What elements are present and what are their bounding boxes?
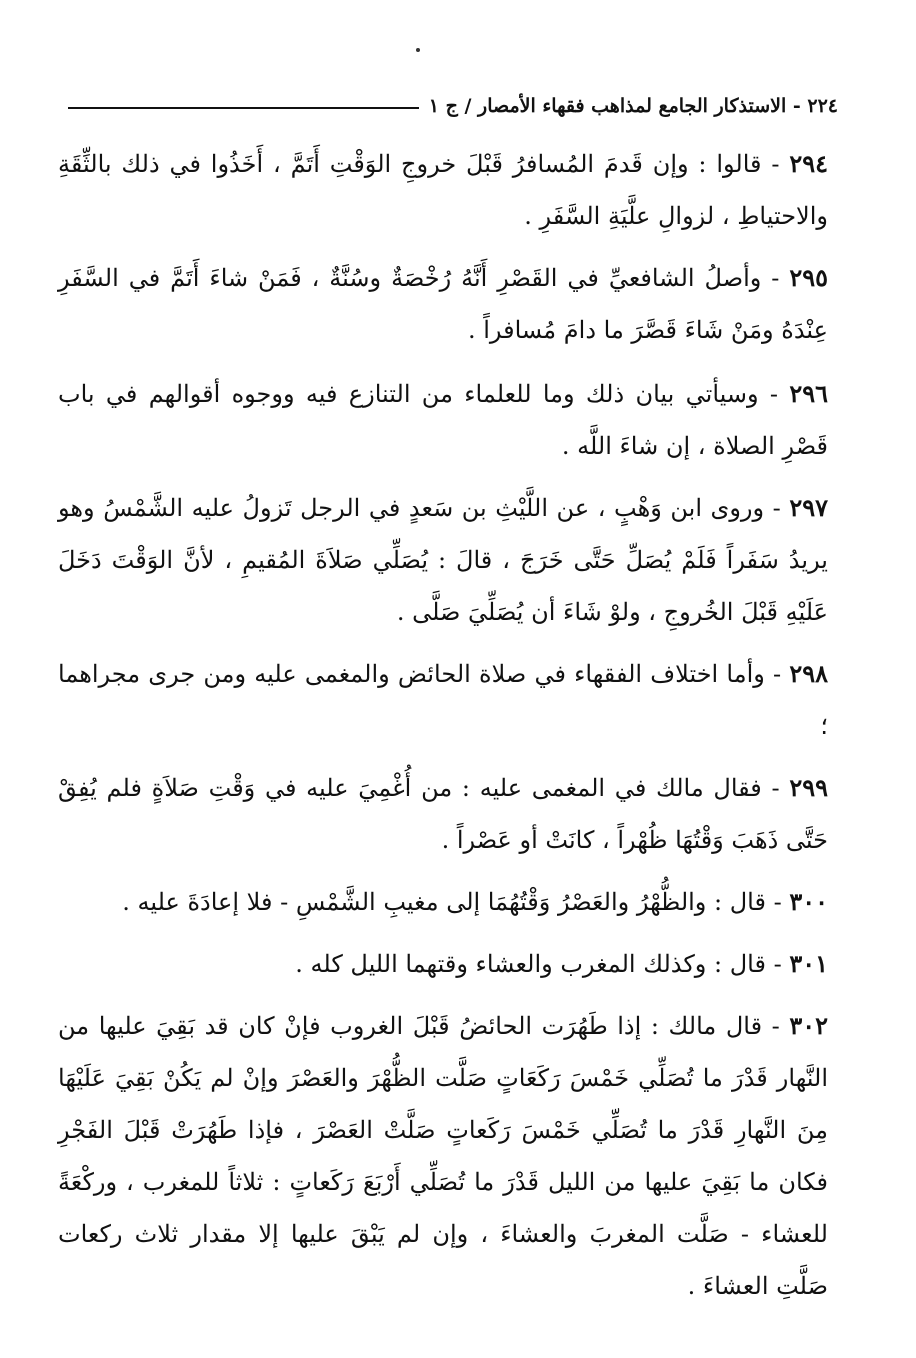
paragraph-number: ٢٩٧ [789,493,828,522]
paragraph-number: ٢٩٦ [789,379,828,408]
running-header [68,88,838,124]
page-body [58,138,828,1322]
paragraph-number: ٢٩٩ [789,773,828,802]
paragraph-295 [58,252,828,356]
paragraph-number: ٢٩٥ [789,263,829,292]
paragraph-text: - قال مالك : إذا طَهُرَت الحائضُ قَبْلَ الغروب فإنْ كان قد بَقِيَ عليها من النَّهار قَدْرَ ما تُصَلِّي خَمْسَ رَكَعَاتٍ صَلَّت الظُّهْرَ والعَصْرَ وإنْ لم يَكُنْ بَقِيَ عَلَيْهَا مِنَ النَّهارِ قَدْرَ ما تُصَلِّي خَمْسَ رَكَعاتٍ صَلَّتْ العَصْرَ ، فإذا طَهُرَتْ قَبْلَ الفَجْرِ فكان ما بَقِيَ عليها من الليل قَدْرَ ما تُصَلِّي أَرْبَعَ رَكَعاتٍ : ثلاثاً للمغرب ، وركْعَةً للعشاء - صَلَّت المغربَ والعشاءَ ، وإن لم يَبْقَ عليها إلا مقدار ثلاث ركعات صَلَّتِ العشاءَ . [58,1012,828,1300]
paragraph-301 [58,938,828,990]
paragraph-297 [58,482,828,638]
paragraph-text: - وأصلُ الشافعيِّ في القَصْرِ أَنَّهُ رُخْصَةٌ وسُنَّةٌ ، فَمَنْ شاءَ أَتَمَّ في السَّفَرِ عِنْدَهُ ومَنْ شَاءَ قَصَّرَ ما دامَ مُسافراً . [58,264,828,344]
paragraph-302 [58,1000,828,1312]
paragraph-300 [58,876,828,928]
paragraph-number: ٢٩٤ [789,149,828,178]
paragraph-296 [58,368,828,472]
paragraph-299 [58,762,828,866]
paragraph-text: - وروى ابن وَهْبٍ ، عن اللَّيْثِ بن سَعدٍ في الرجل تَزولُ عليه الشَّمْسُ وهو يريدُ سَفَراً فَلَمْ يُصَلِّ حَتَّى خَرَجَ ، قالَ : يُصَلِّي صَلاَةَ المُقيمِ ، لأنَّ الوَقْتَ دَخَلَ عَلَيْهِ قَبْلَ الخُروجِ ، ولوْ شَاءَ أن يُصَلِّيَ صَلَّى . [58,494,828,626]
paragraph-text: - وأما اختلاف الفقهاء في صلاة الحائض والمغمى عليه ومن جرى مجراهما ؛ [58,660,828,740]
ink-speck [416,48,420,52]
paragraph-text: - وسيأتي بيان ذلك وما للعلماء من التنازع فيه ووجوه أقوالهم في باب قَصْرِ الصلاة ، إن شاءَ اللَّه . [58,380,828,460]
paragraph-number: ٣٠٠ [789,887,828,916]
paragraph-number: ٢٩٨ [789,659,828,688]
paragraph-294 [58,138,828,242]
header-title: ٢٢٤ - الاستذكار الجامع لمذاهب فقهاء الأمصار / ج ١ [428,95,838,117]
paragraph-number: ٣٠١ [789,949,828,978]
paragraph-text: - فقال مالك في المغمى عليه : من أُغْمِيَ عليه في وَقْتِ صَلاَةٍ فلم يُفِقْ حَتَّى ذَهَبَ وَقْتُهَا ظُهْراً ، كانَتْ أو عَصْراً . [58,774,828,854]
paragraph-text: - قال : وكذلك المغرب والعشاء وقتهما الليل كله . [295,950,790,978]
paragraph-text: - قالوا : وإن قَدمَ المُسافرُ قَبْلَ خروجِ الوَقْتِ أَتَمَّ ، أَخَذُوا في ذلك بالثِّقَةِ والاحتياطِ ، لزوالِ علَّيَةِ السَّفَرِ . [58,150,828,230]
header-rule [68,107,419,109]
paragraph-number: ٣٠٢ [789,1011,828,1040]
paragraph-text: - قال : والظُّهْرُ والعَصْرُ وَقْتُهُمَا إلى مغيبِ الشَّمْسِ - فلا إعادَةَ عليه . [122,888,790,916]
paragraph-298 [58,648,828,752]
